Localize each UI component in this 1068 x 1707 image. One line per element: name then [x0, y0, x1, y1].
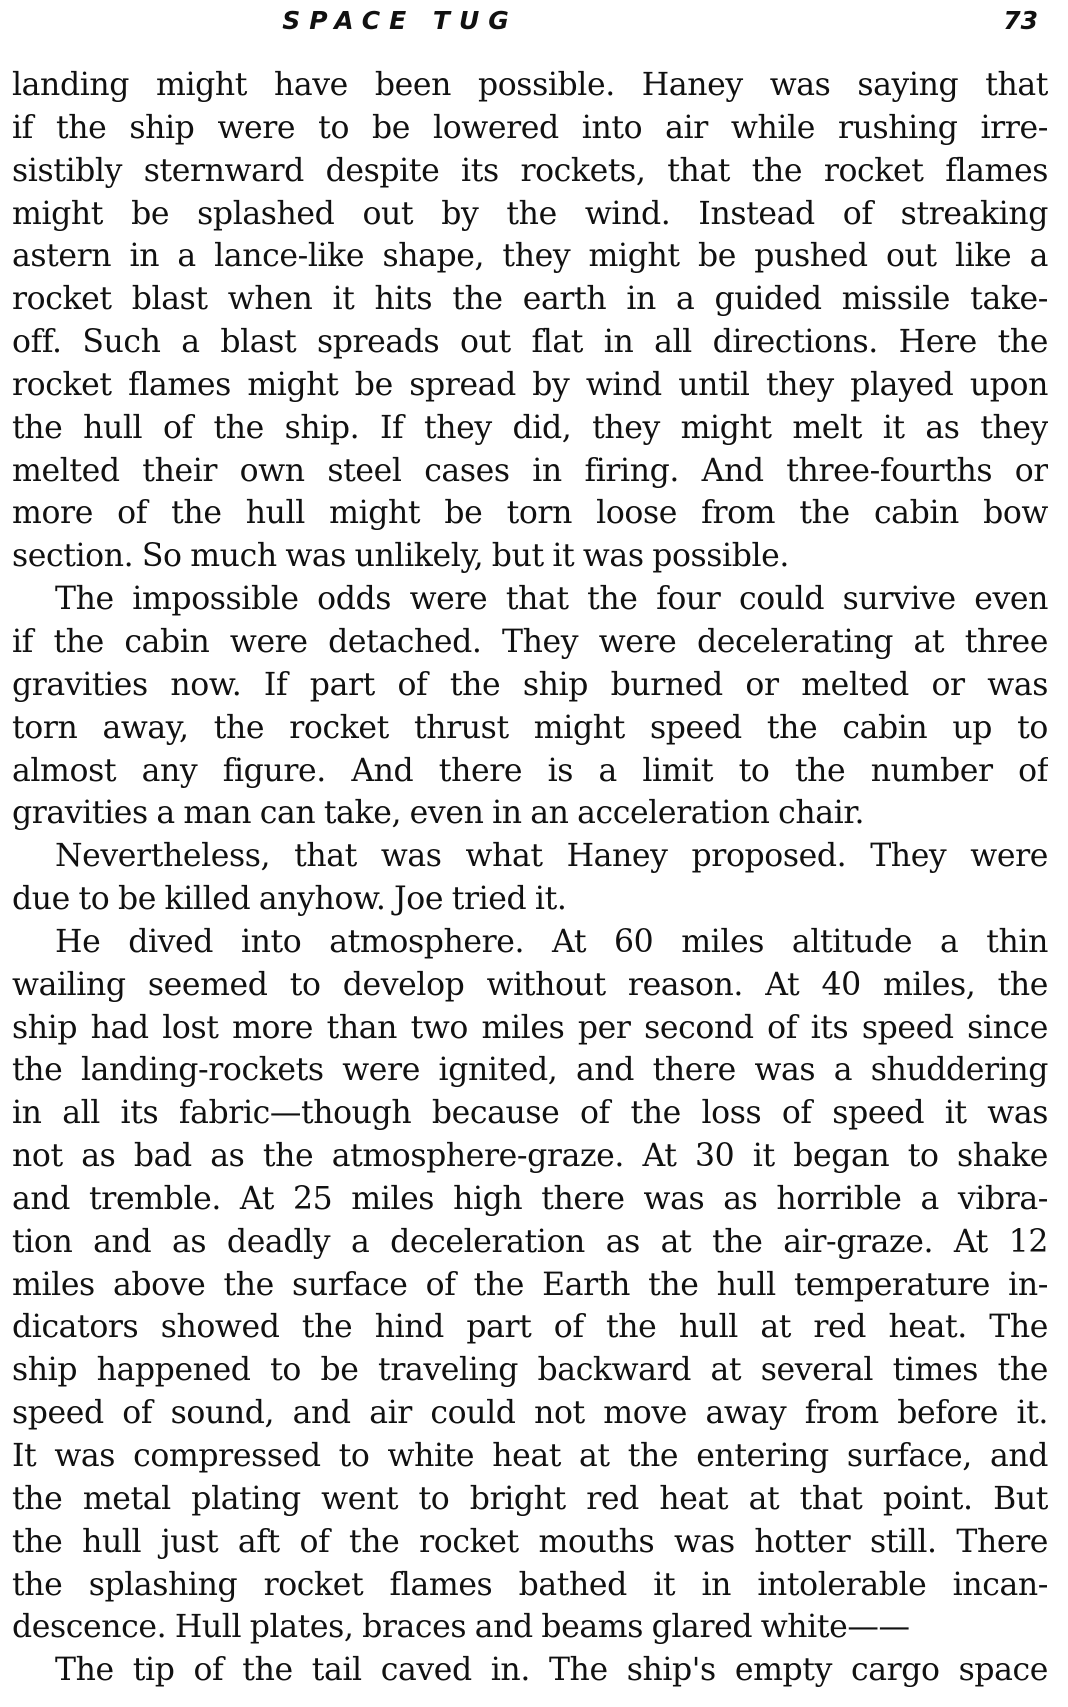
running-head-title: SPACE TUG	[282, 6, 518, 35]
text-line: not as bad as the atmosphere-graze. At 30 it began to shake	[12, 1138, 1048, 1175]
page-number: 73	[1003, 6, 1038, 35]
text-line: ship had lost more than two miles per second of its speed since	[12, 1009, 1048, 1046]
text-line: the metal plating went to bright red heat at that point. But	[12, 1480, 1048, 1517]
body-text	[12, 64, 1048, 1692]
text-line: melted their own steel cases in firing. And three-fourths or	[12, 452, 1048, 489]
text-line: the hull just aft of the rocket mouths was hotter still. There	[12, 1523, 1048, 1560]
text-line: rocket flames might be spread by wind until they played upon	[12, 366, 1048, 403]
text-line: ship happened to be traveling backward at several times the	[12, 1352, 1048, 1389]
text-line: landing might have been possible. Haney was saying that	[12, 67, 1048, 103]
text-line: descence. Hull plates, braces and beams glared white——	[12, 1609, 910, 1646]
text-line: gravities a man can take, even in an acceleration chair.	[12, 795, 865, 832]
text-line: if the cabin were detached. They were decelerating at three	[12, 623, 1048, 660]
text-line: The impossible odds were that the four could survive even	[55, 581, 1048, 618]
text-line: dicators showed the hind part of the hull at red heat. The	[12, 1309, 1048, 1346]
text-line: torn away, the rocket thrust might speed the cabin up to	[12, 709, 1048, 746]
text-line: The tip of the tail caved in. The ship's empty cargo space	[55, 1652, 1048, 1689]
text-line: the splashing rocket flames bathed it in intolerable incan-	[12, 1566, 1048, 1603]
text-line: and tremble. At 25 miles high there was as horrible a vibra-	[12, 1180, 1048, 1217]
text-line: more of the hull might be torn loose from the cabin bow	[12, 495, 1048, 532]
text-line: section. So much was unlikely, but it was possible.	[12, 538, 790, 575]
text-line: He dived into atmosphere. At 60 miles altitude a thin	[55, 923, 1048, 960]
text-line: gravities now. If part of the ship burned or melted or was	[12, 666, 1048, 703]
text-line: sistibly sternward despite its rockets, that the rocket flames	[12, 152, 1048, 189]
running-head	[0, 6, 1068, 46]
text-line: It was compressed to white heat at the entering surface, and	[12, 1438, 1048, 1474]
text-line: Nevertheless, that was what Haney proposed. They were	[55, 838, 1048, 875]
text-line: astern in a lance-like shape, they might be pushed out like a	[12, 238, 1048, 275]
text-line: speed of sound, and air could not move away from before it.	[12, 1395, 1048, 1432]
text-line: wailing seemed to develop without reason. At 40 miles, the	[12, 966, 1048, 1003]
text-line: might be splashed out by the wind. Instead of streaking	[12, 195, 1048, 232]
text-line: almost any figure. And there is a limit to the number of	[12, 752, 1048, 789]
text-line: the landing-rockets were ignited, and there was a shuddering	[12, 1052, 1048, 1089]
text-line: due to be killed anyhow. Joe tried it.	[12, 881, 567, 918]
text-line: the hull of the ship. If they did, they might melt it as they	[12, 409, 1048, 446]
text-line: if the ship were to be lowered into air while rushing irre-	[12, 109, 1048, 146]
text-line: rocket blast when it hits the earth in a guided missile take-	[12, 281, 1048, 318]
text-line: miles above the surface of the Earth the hull temperature in-	[12, 1266, 1048, 1303]
text-line: off. Such a blast spreads out flat in all directions. Here the	[12, 324, 1048, 361]
text-line: in all its fabric—though because of the loss of speed it was	[12, 1095, 1048, 1132]
text-line: tion and as deadly a deceleration as at the air-graze. At 12	[12, 1223, 1048, 1260]
